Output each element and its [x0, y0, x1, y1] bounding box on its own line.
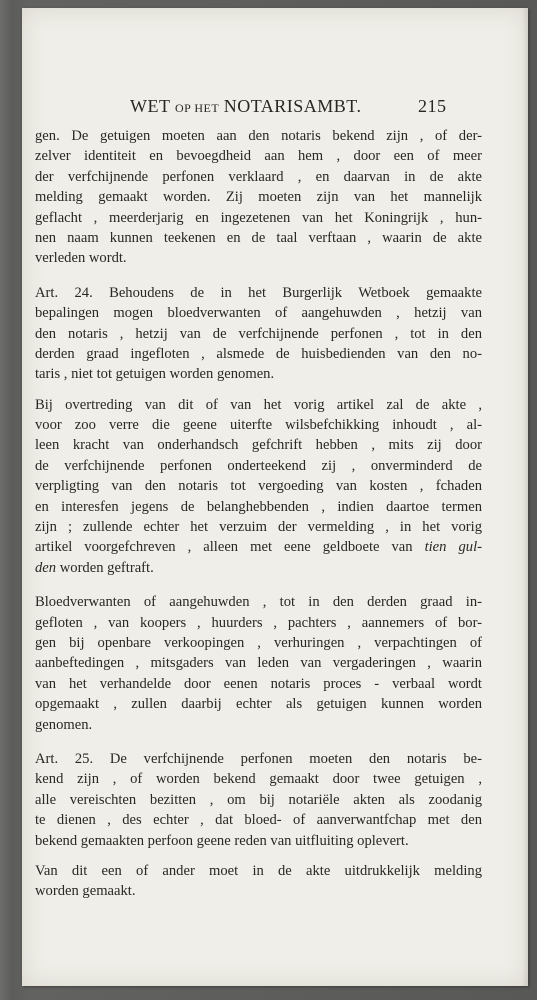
- text-line: Art. 25. De verfchijnende perfonen moeten den notaris be-: [35, 750, 482, 767]
- header-title-rest: NOTARISAMBT.: [223, 96, 362, 116]
- text-line: bepalingen mogen bloedverwanten of aangehuwden , hetzij van: [35, 305, 482, 322]
- text-line: te dienen , des echter , dat bloed- of aanverwantfchap met den: [35, 812, 482, 829]
- text-line: worden gemaakt.: [35, 883, 136, 900]
- paragraph-violation: [35, 395, 482, 579]
- text-line: en interesfen jegens de belanghebbenden , indien daartoe termen: [35, 498, 482, 515]
- page-edge-shadow: [522, 8, 528, 986]
- text-line: Bloedverwanten of aangehuwden , tot in den derden graad in-: [35, 594, 482, 611]
- text-line: der verfchijnende perfonen verklaard , en daarvan in de akte: [35, 168, 482, 185]
- text-line: bekend gemaakten perfoon geene reden van uitfluiting oplevert.: [35, 832, 409, 849]
- book-page: [22, 8, 528, 986]
- running-header: [130, 96, 450, 117]
- text-line: gen. De getuigen moeten aan den notaris bekend zijn , of der-: [35, 128, 482, 144]
- header-title-word: WET: [130, 96, 171, 116]
- italic-text: tien gul-: [424, 539, 482, 556]
- paragraph-continuation: [35, 126, 482, 269]
- header-title-small: OP HET: [174, 101, 220, 115]
- text-line: zijn ; zullende echter het verzuim der vermelding , in het vorig: [35, 519, 482, 536]
- text-line: geflacht , meerderjarig en ingezetenen van het Koningrijk , hun-: [35, 209, 482, 226]
- text-line: melding gemaakt worden. Zij moeten zijn van het mannelijk: [35, 189, 482, 206]
- text-line: verleden wordt.: [35, 250, 127, 267]
- text-line: kend zijn , of worden bekend gemaakt door twee getuigen ,: [35, 771, 482, 788]
- text-line: [35, 558, 482, 578]
- text-line: van het verhandelde door eenen notaris proces - verbaal wordt: [35, 675, 482, 692]
- text-line: voor zoo verre die geene uiterfte wilsbefchikking inhoudt , al-: [35, 417, 482, 434]
- text-line: gefloten , van koopers , huurders , pachters , aannemers of bor-: [35, 614, 482, 631]
- text-line: aanbeftedingen , mitsgaders van leden van vergaderingen , waarin: [35, 655, 482, 672]
- text-line: taris , niet tot getuigen worden genomen.: [35, 366, 275, 383]
- text-line: nen naam kunnen teekenen en de taal verftaan , waarin de akte: [35, 229, 482, 246]
- text-line: den notaris , hetzij van de verfchijnende perfonen , tot in den: [35, 325, 482, 342]
- paragraph-article-24: [35, 283, 482, 385]
- text-line: Bij overtreding van dit of van het vorig artikel zal de akte ,: [35, 396, 482, 413]
- text-line: de verfchijnende perfonen onderteekend zij , onverminderd de: [35, 457, 482, 474]
- text-line: derden graad ingefloten , alsmede de huisbedienden van den no-: [35, 345, 482, 362]
- text-segment: worden geftraft.: [56, 559, 154, 576]
- text-line: Art. 24. Behoudens de in het Burgerlijk Wetboek gemaakte: [35, 284, 482, 301]
- text-line: leen kracht van onderhandsch gefchrift hebben , mits zij door: [35, 437, 482, 454]
- text-segment: artikel voorgefchreven , alleen met eene geldboete van: [35, 539, 413, 556]
- text-line: genomen.: [35, 716, 93, 733]
- page-number: 215: [418, 96, 447, 116]
- text-line: Van dit een of ander moet in de akte uitdrukkelijk melding: [35, 862, 482, 879]
- text-line: [35, 537, 482, 557]
- text-line: alle vereischten bezitten , om bij notariële akten als zoodanig: [35, 791, 482, 808]
- paragraph-article-25: [35, 749, 482, 851]
- body-text: [35, 126, 482, 902]
- text-line: verpligting van den notaris tot vergoeding van kosten , fchaden: [35, 478, 482, 495]
- text-line: zelver identiteit en bevoegdheid aan hem , door een of meer: [35, 148, 482, 165]
- text-line: gen bij openbare verkoopingen , verhuringen , verpachtingen of: [35, 634, 482, 651]
- italic-text: den: [35, 559, 57, 576]
- text-line: opgemaakt , zullen daarbij echter als getuigen kunnen worden: [35, 696, 482, 713]
- paragraph-relatives: [35, 592, 482, 735]
- paragraph-mention: [35, 861, 482, 902]
